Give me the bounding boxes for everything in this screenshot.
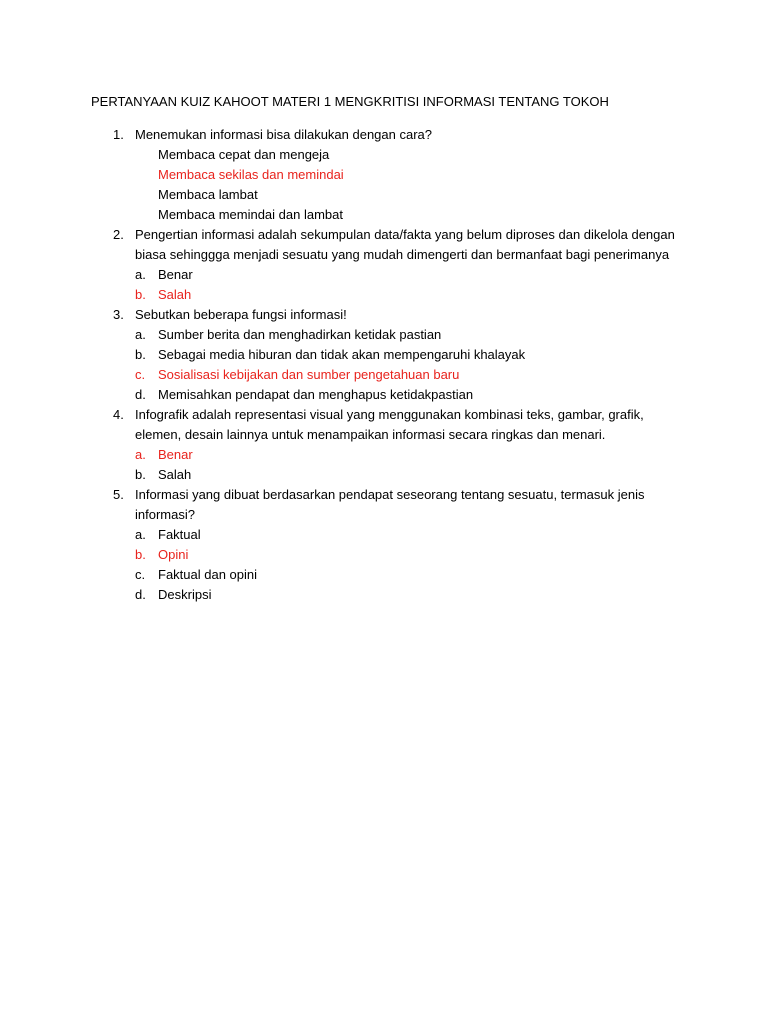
option-letter: a. bbox=[135, 527, 146, 542]
question-number: 4. bbox=[113, 407, 124, 422]
question-text: Pengertian informasi adalah sekumpulan data/fakta yang belum diproses dan dikelola dengan biasa sehinggga menjadi sesuatu yang mudah dimengerti dan bermanfaat bagi penerimanya bbox=[135, 227, 675, 262]
option-text: Salah bbox=[158, 287, 192, 302]
option-letter: a. bbox=[135, 267, 146, 282]
question-list bbox=[91, 125, 691, 605]
answer-option-correct bbox=[135, 545, 691, 565]
answer-option bbox=[135, 265, 691, 285]
option-letter: a. bbox=[135, 327, 146, 342]
question-item bbox=[91, 405, 691, 485]
question-item bbox=[91, 305, 691, 405]
option-text: Opini bbox=[158, 547, 189, 562]
option-text: Benar bbox=[158, 267, 193, 282]
answer-option bbox=[135, 345, 691, 365]
option-text: Sebagai media hiburan dan tidak akan mempengaruhi khalayak bbox=[158, 347, 526, 362]
option-text: Membaca memindai dan lambat bbox=[158, 207, 343, 222]
option-letter: b. bbox=[135, 467, 146, 482]
option-letter: a. bbox=[135, 447, 146, 462]
question-text: Informasi yang dibuat berdasarkan pendapat seseorang tentang sesuatu, termasuk jenis informasi? bbox=[135, 487, 645, 522]
option-text: Faktual bbox=[158, 527, 201, 542]
answer-option bbox=[135, 145, 691, 165]
question-number: 2. bbox=[113, 227, 124, 242]
answer-option-correct bbox=[135, 365, 691, 385]
answer-option bbox=[135, 465, 691, 485]
option-letter: d. bbox=[135, 387, 146, 402]
answer-option-correct bbox=[135, 165, 691, 185]
answer-option bbox=[135, 205, 691, 225]
question-number: 1. bbox=[113, 127, 124, 142]
question-number: 3. bbox=[113, 307, 124, 322]
option-text: Deskripsi bbox=[158, 587, 212, 602]
answer-options bbox=[135, 265, 691, 305]
answer-option-correct bbox=[135, 285, 691, 305]
answer-option bbox=[135, 385, 691, 405]
question-text: Sebutkan beberapa fungsi informasi! bbox=[135, 307, 347, 322]
answer-options bbox=[135, 325, 691, 405]
option-letter: c. bbox=[135, 367, 146, 382]
question-text: Menemukan informasi bisa dilakukan dengan cara? bbox=[135, 127, 433, 142]
option-text: Sumber berita dan menghadirkan ketidak pastian bbox=[158, 327, 442, 342]
answer-option bbox=[135, 325, 691, 345]
option-text: Memisahkan pendapat dan menghapus ketidakpastian bbox=[158, 387, 474, 402]
option-text: Faktual dan opini bbox=[158, 567, 258, 582]
option-letter: b. bbox=[135, 547, 146, 562]
option-letter: c. bbox=[135, 567, 146, 582]
option-text: Membaca cepat dan mengeja bbox=[158, 147, 330, 162]
option-letter: d. bbox=[135, 587, 146, 602]
answer-option bbox=[135, 525, 691, 545]
answer-options bbox=[135, 445, 691, 485]
question-number: 5. bbox=[113, 487, 124, 502]
question-item bbox=[91, 125, 691, 225]
answer-option-correct bbox=[135, 445, 691, 465]
option-letter: b. bbox=[135, 287, 146, 302]
answer-option bbox=[135, 185, 691, 205]
answer-options bbox=[135, 145, 691, 225]
question-item bbox=[91, 225, 691, 305]
option-text: Membaca lambat bbox=[158, 187, 258, 202]
question-item bbox=[91, 485, 691, 605]
answer-option bbox=[135, 585, 691, 605]
option-text: Sosialisasi kebijakan dan sumber pengetahuan baru bbox=[158, 367, 460, 382]
answer-options bbox=[135, 525, 691, 605]
answer-option bbox=[135, 565, 691, 585]
document-title: PERTANYAAN KUIZ KAHOOT MATERI 1 MENGKRITISI INFORMASI TENTANG TOKOH bbox=[91, 94, 609, 109]
question-text: Infografik adalah representasi visual yang menggunakan kombinasi teks, gambar, grafik, elemen, desain lainnya untuk menampaikan informasi secara ringkas dan menari. bbox=[135, 407, 644, 442]
option-text: Salah bbox=[158, 467, 192, 482]
option-letter: b. bbox=[135, 347, 146, 362]
option-text: Membaca sekilas dan memindai bbox=[158, 167, 344, 182]
option-text: Benar bbox=[158, 447, 193, 462]
